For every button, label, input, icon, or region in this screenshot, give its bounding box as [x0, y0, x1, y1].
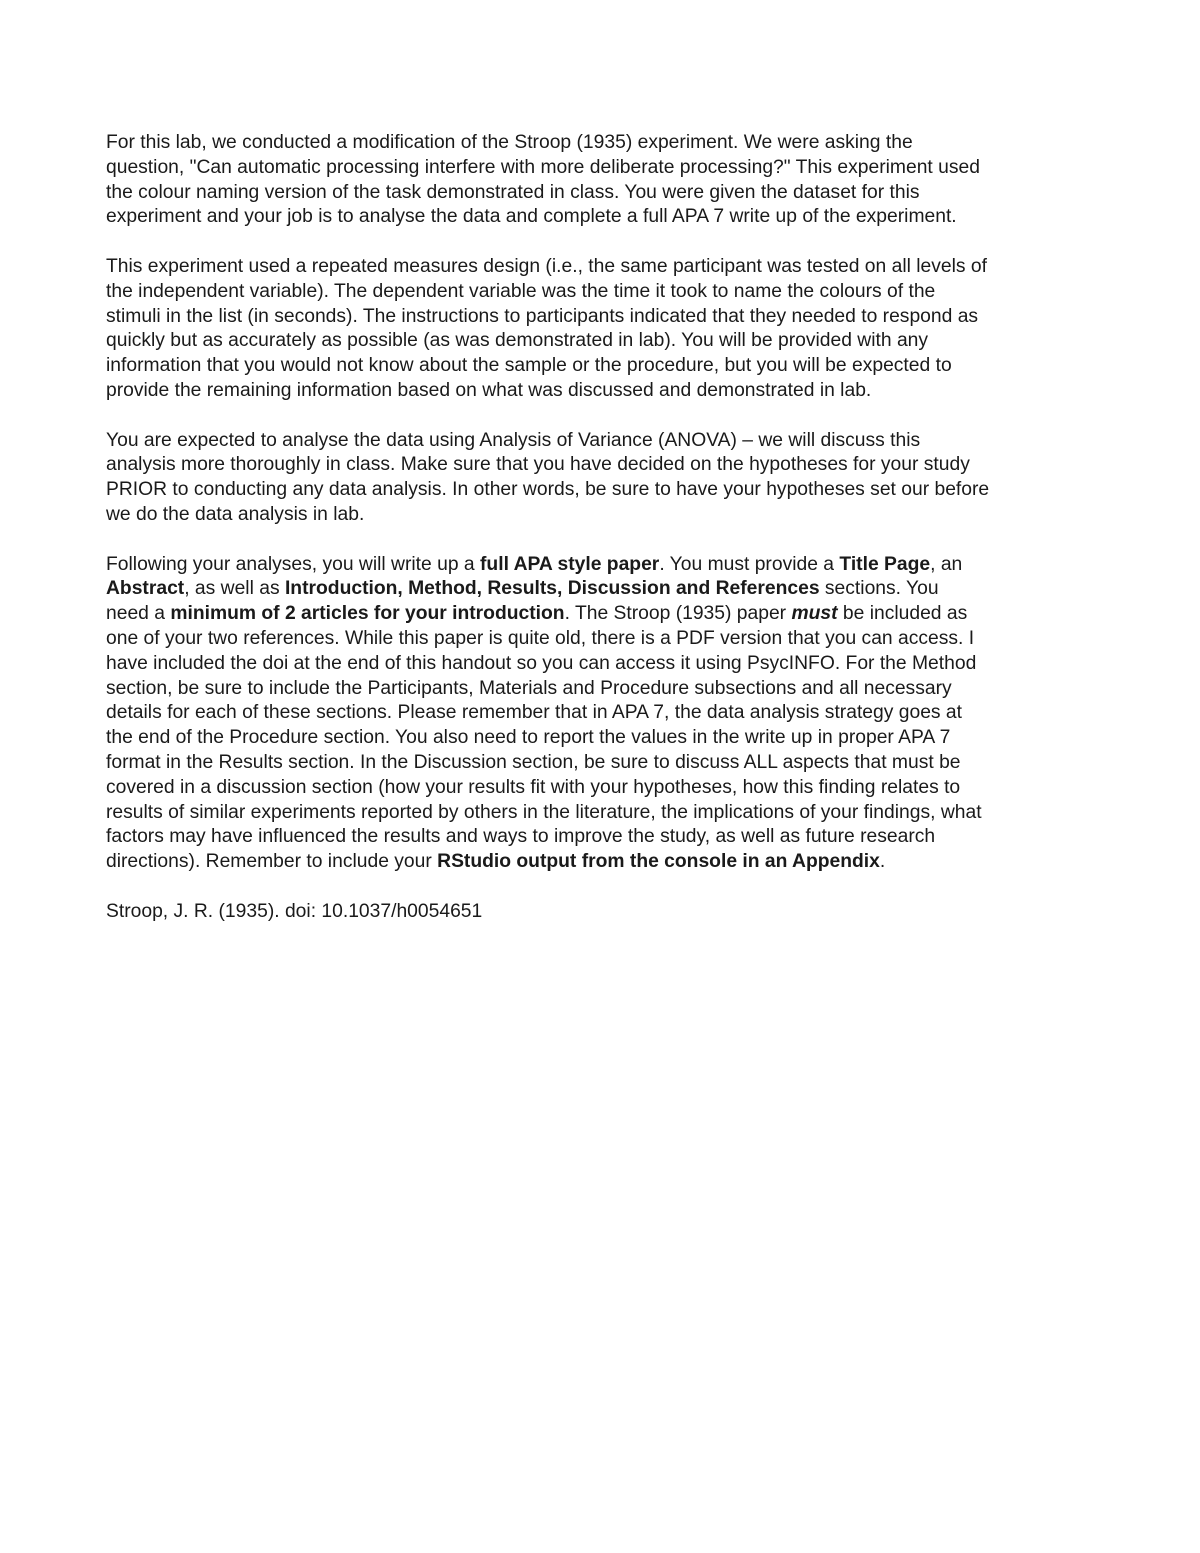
abstract-emphasis: Abstract [106, 578, 185, 600]
writeup-text-2: . You must provide a [659, 553, 840, 575]
reference-line: Stroop, J. R. (1935). doi: 10.1037/h0054651 [106, 900, 483, 922]
rstudio-appendix-emphasis: RStudio output from the console in an Appendix [437, 851, 880, 873]
title-page-emphasis: Title Page [839, 553, 931, 575]
writeup-text-8: . [879, 851, 886, 873]
writeup-paragraph [106, 553, 1096, 875]
sections-emphasis: Introduction, Method, Results, Discussion and References [284, 578, 820, 600]
document-body [106, 131, 1096, 949]
writeup-text-7: be included as one of your two references. While this paper is quite old, there is a PDF version that you can access. I have included the doi at the end of this handout so you can access it using PsycINFO. For the Method section, be sure to include the Participants, Materials and Procedure subsections and all necessary details for each of these sections. Please remember that in APA 7, the data analysis strategy goes at the end of the Procedure section. You also need to report the values in the write up in proper APA 7 format in the Results section. In the Discussion section, be sure to discuss ALL aspects that must be covered in a discussion section (how your results fit with your hypotheses, how this finding relates to results of similar experiments reported by others in the literature, the implications of your findings, what factors may have influenced the results and ways to improve the study, as well as future research directions). Remember to include your [106, 603, 982, 873]
writeup-text-4: , as well as [184, 578, 285, 600]
writeup-text-1: Following your analyses, you will write up a [106, 553, 481, 575]
writeup-text-5: sections. You need a [106, 578, 939, 625]
writeup-text-6: . The Stroop (1935) paper [564, 603, 792, 625]
analysis-paragraph: You are expected to analyse the data using Analysis of Variance (ANOVA) – we will discuss this analysis more thoroughly in class. Make sure that you have decided on the hypotheses for your study PRIOR to conducting any data analysis. In other words, be sure to have your hypotheses set our before we do the data analysis in lab. [106, 429, 990, 525]
intro-paragraph: For this lab, we conducted a modification of the Stroop (1935) experiment. We were asking the question, "Can automatic processing interfere with more deliberate processing?" This experiment used the colour naming version of the task demonstrated in class. You were given the dataset for this experiment and your job is to analyse the data and complete a full APA 7 write up of the experiment. [106, 132, 980, 228]
writeup-text-3: , an [930, 553, 963, 575]
full-apa-paper-emphasis: full APA style paper [480, 553, 660, 575]
must-emphasis: must [791, 603, 838, 625]
design-paragraph: This experiment used a repeated measures design (i.e., the same participant was tested on all levels of the independent variable). The dependent variable was the time it took to name the colours of the stimuli in the list (in seconds). The instructions to participants indicated that they needed to respond as quickly but as accurately as possible (as was demonstrated in lab). You will be provided with any information that you would not know about the sample or the procedure, but you will be expected to provide the remaining information based on what was discussed and demonstrated in lab. [106, 255, 987, 401]
minimum-articles-emphasis: minimum of 2 articles for your introduction [170, 603, 565, 625]
